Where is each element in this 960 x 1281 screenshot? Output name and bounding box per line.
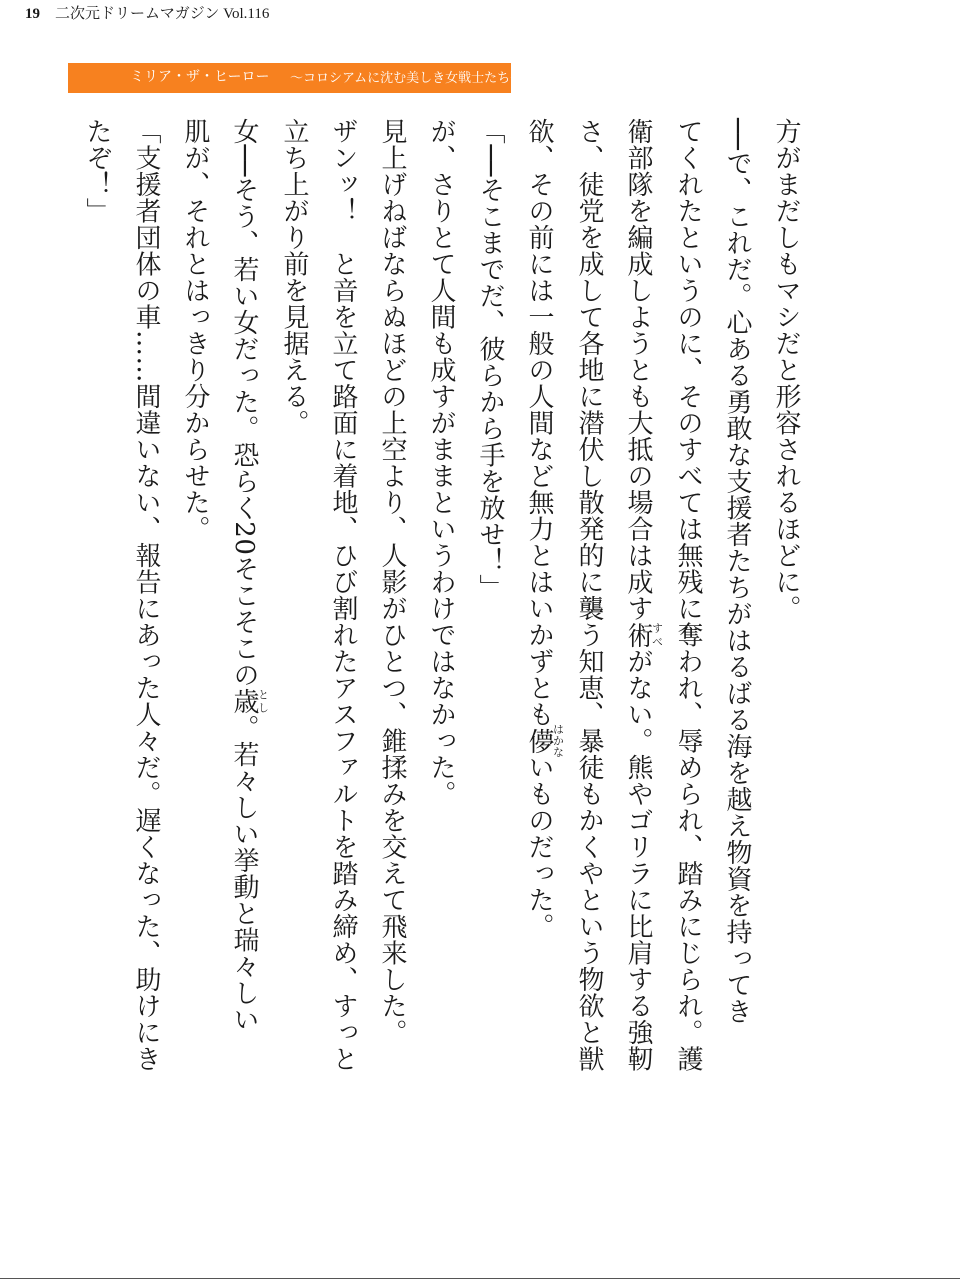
body-line: ザンッ！ と音を立て路面に着地、ひび割れたアスファルトを踏み締め、すっと (328, 118, 358, 1072)
footer-divider (0, 1278, 960, 1279)
body-line: てくれたというのに、そのすべては無残に奪われ、辱められ、踏みにじられ。護 (673, 118, 703, 1072)
body-line-text: さ、徒党を成して各地に潜伏し散発的に襲う知恵、暴徒もかくやという物欲と獣 (574, 118, 604, 1072)
story-title: ミリア・ザ・ヒーロー (130, 70, 270, 85)
body-line: 「──そこまでだ、彼らから手を放せ！」 (475, 118, 505, 601)
body-line-with-furigana (613, 118, 663, 1128)
body-line: 欲、その前には一般の人間など無力とはいかずとも儚はかないものだった。 (524, 118, 565, 940)
furigana-reading: すべ (650, 621, 664, 648)
furigana-word: 儚はかな (524, 723, 565, 758)
body-line: 「支援者団体の車……間違いない、報告にあった人々だ。遅くなった、助けにき (131, 118, 161, 1072)
page-header (0, 0, 600, 28)
body-line: 見上げねばならぬほどの上空より、人影がひとつ、錐揉みを交えて飛来した。 (377, 118, 407, 1046)
body-line: 肌が、それとはっきり分からせた。 (180, 118, 210, 542)
body-line-text: 衛部隊を編成しようとも大抵の場合は成す術すべがない。熊やゴリラに比肩する強靭 (623, 118, 664, 1072)
body-line: が、さりとて人間も成すがままというわけではなかった。 (426, 118, 456, 807)
magazine-title: 二次元ドリームマガジン Vol.116 (55, 6, 270, 22)
furigana-word: 術すべ (623, 621, 664, 648)
body-line-text: 女──そう、若い女だった。恐らく20そこそこの歳とし。若々しい挙動と瑞々しい (229, 118, 270, 1033)
furigana-reading: はかな (551, 723, 565, 758)
furigana-word: 歳とし (229, 687, 270, 715)
body-line: 方がまだしもマシだと形容されるほどに。 (771, 118, 801, 622)
furigana-reading: とし (256, 687, 270, 715)
body-line: たぞ！」 (82, 118, 112, 224)
body-line: ──で、これだ。心ある勇敢な支援者たちがはるばる海を越え物資を持ってき (722, 118, 752, 1025)
body-line-with-furigana (219, 118, 269, 1128)
story-body (82, 118, 810, 1128)
story-title-banner (68, 63, 524, 93)
body-line-with-furigana (564, 118, 613, 1128)
body-line: 立ち上がり前を見据える。 (279, 118, 309, 436)
story-subtitle: 〜コロシアムに沈む美しき女戦士たち〜 (290, 70, 524, 85)
page-number: 19 (25, 6, 40, 22)
